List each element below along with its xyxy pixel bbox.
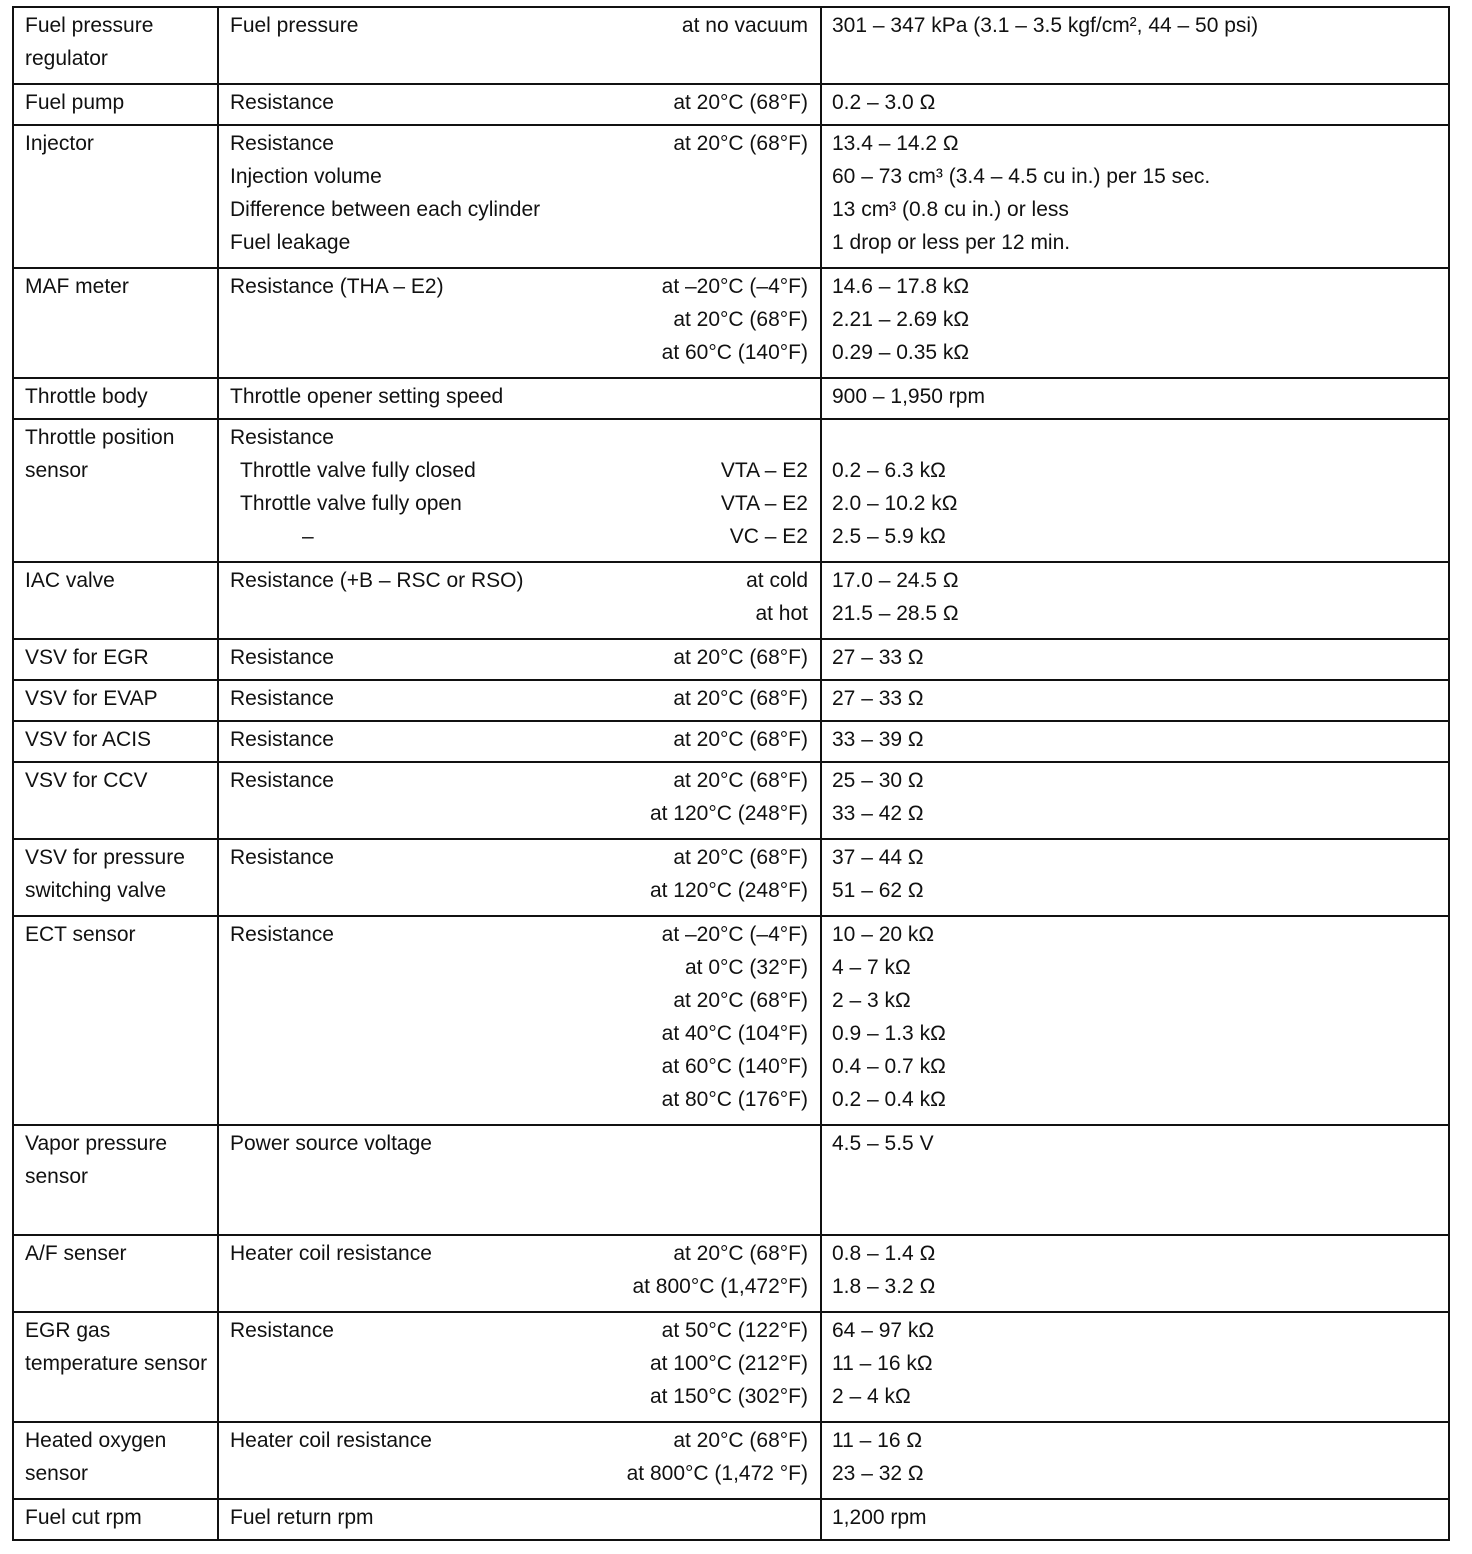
specification-value: 2 – 3 kΩ bbox=[832, 989, 911, 1012]
component-name: Fuel pump bbox=[25, 91, 125, 114]
parameter-line bbox=[230, 874, 808, 907]
table-row bbox=[13, 84, 1449, 125]
parameter-cell bbox=[218, 1312, 821, 1422]
test-condition: at no vacuum bbox=[681, 14, 808, 37]
specification-value: 2.21 – 2.69 kΩ bbox=[832, 308, 970, 331]
test-condition: at 60°C (140°F) bbox=[661, 1055, 808, 1078]
component-name: VSV for ACIS bbox=[25, 728, 152, 751]
parameter-line bbox=[230, 1424, 808, 1457]
component-cell bbox=[13, 1312, 218, 1422]
test-condition: at 120°C (248°F) bbox=[649, 879, 808, 902]
parameter-cell bbox=[218, 639, 821, 680]
specification-value: 27 – 33 Ω bbox=[832, 646, 924, 669]
component-cell bbox=[13, 1499, 218, 1540]
parameter-cell bbox=[218, 125, 821, 268]
test-condition: at 20°C (68°F) bbox=[673, 728, 808, 751]
specification-cell bbox=[821, 639, 1449, 680]
component-name: A/F senser bbox=[25, 1242, 127, 1265]
component-name: VSV for EVAP bbox=[25, 687, 158, 710]
test-condition: at 0°C (32°F) bbox=[685, 956, 808, 979]
parameter-line bbox=[230, 682, 808, 715]
specification-value: 4.5 – 5.5 V bbox=[832, 1132, 934, 1155]
specification-cell bbox=[821, 762, 1449, 839]
specification-cell bbox=[821, 125, 1449, 268]
table-row bbox=[13, 125, 1449, 268]
specification-value: 51 – 62 Ω bbox=[832, 879, 924, 902]
parameter-line bbox=[230, 564, 808, 597]
parameter-line bbox=[230, 160, 808, 193]
parameter-cell bbox=[218, 1235, 821, 1312]
parameter-label: Fuel return rpm bbox=[230, 1506, 374, 1529]
component-cell bbox=[13, 762, 218, 839]
specification-value: 37 – 44 Ω bbox=[832, 846, 924, 869]
specification-value: 2 – 4 kΩ bbox=[832, 1385, 911, 1408]
specification-value: 13 cm³ (0.8 cu in.) or less bbox=[832, 198, 1069, 221]
test-condition: at 80°C (176°F) bbox=[661, 1088, 808, 1111]
parameter-label: Resistance bbox=[230, 769, 334, 792]
specification-cell bbox=[821, 1312, 1449, 1422]
parameter-cell bbox=[218, 378, 821, 419]
parameter-cell bbox=[218, 419, 821, 562]
parameter-line bbox=[230, 1127, 808, 1160]
parameter-line bbox=[230, 984, 808, 1017]
parameter-label: Throttle opener setting speed bbox=[230, 385, 504, 408]
parameter-line bbox=[230, 1457, 808, 1490]
component-name: Throttle body bbox=[25, 385, 148, 408]
parameter-line bbox=[230, 764, 808, 797]
parameter-cell bbox=[218, 268, 821, 378]
specification-value: 33 – 39 Ω bbox=[832, 728, 924, 751]
component-cell bbox=[13, 639, 218, 680]
specification-value: 900 – 1,950 rpm bbox=[832, 385, 985, 408]
parameter-line bbox=[230, 723, 808, 756]
specification-cell bbox=[821, 562, 1449, 639]
test-condition: at 20°C (68°F) bbox=[673, 989, 808, 1012]
parameter-line bbox=[230, 421, 808, 454]
specification-cell bbox=[821, 1235, 1449, 1312]
parameter-line bbox=[230, 270, 808, 303]
test-condition: at 150°C (302°F) bbox=[649, 1385, 808, 1408]
parameter-line bbox=[230, 1237, 808, 1270]
parameter-line bbox=[230, 1270, 808, 1303]
component-cell bbox=[13, 916, 218, 1125]
parameter-line bbox=[230, 1380, 808, 1413]
specification-value: 4 – 7 kΩ bbox=[832, 956, 911, 979]
table-row bbox=[13, 419, 1449, 562]
parameter-label: Injection volume bbox=[230, 165, 382, 188]
parameter-label: Resistance bbox=[230, 923, 334, 946]
component-cell bbox=[13, 268, 218, 378]
component-cell bbox=[13, 839, 218, 916]
test-condition: at 50°C (122°F) bbox=[661, 1319, 808, 1342]
parameter-line bbox=[230, 597, 808, 630]
parameter-label: Resistance bbox=[230, 646, 334, 669]
test-condition: at 120°C (248°F) bbox=[649, 802, 808, 825]
table-row bbox=[13, 839, 1449, 916]
parameter-cell bbox=[218, 562, 821, 639]
parameter-label: Difference between each cylinder bbox=[230, 198, 541, 221]
specification-value: 14.6 – 17.8 kΩ bbox=[832, 275, 970, 298]
parameter-cell bbox=[218, 1125, 821, 1235]
specification-value: 27 – 33 Ω bbox=[832, 687, 924, 710]
test-condition: at 800°C (1,472 °F) bbox=[626, 1462, 808, 1485]
parameter-line bbox=[230, 918, 808, 951]
parameter-cell bbox=[218, 762, 821, 839]
parameter-line bbox=[230, 487, 808, 520]
test-condition: at 20°C (68°F) bbox=[673, 1429, 808, 1452]
specification-value: 1.8 – 3.2 Ω bbox=[832, 1275, 936, 1298]
parameter-label: Resistance bbox=[230, 91, 334, 114]
parameter-label: Heater coil resistance bbox=[230, 1429, 432, 1452]
parameter-line bbox=[230, 1501, 808, 1534]
parameter-label: Resistance (+B – RSC or RSO) bbox=[230, 569, 524, 592]
test-condition: at 40°C (104°F) bbox=[661, 1022, 808, 1045]
parameter-cell bbox=[218, 839, 821, 916]
table-row bbox=[13, 916, 1449, 1125]
specification-value: 11 – 16 Ω bbox=[832, 1429, 923, 1452]
parameter-cell bbox=[218, 721, 821, 762]
test-condition: at 20°C (68°F) bbox=[673, 91, 808, 114]
parameter-cell bbox=[218, 84, 821, 125]
component-cell bbox=[13, 84, 218, 125]
test-condition: at –20°C (–4°F) bbox=[661, 275, 808, 298]
component-name: IAC valve bbox=[25, 569, 115, 592]
specification-value: 0.9 – 1.3 kΩ bbox=[832, 1022, 946, 1045]
parameter-label: Fuel pressure bbox=[230, 14, 359, 37]
test-condition: VTA – E2 bbox=[720, 492, 808, 515]
component-name: ECT sensor bbox=[25, 923, 136, 946]
test-condition: at 20°C (68°F) bbox=[673, 132, 808, 155]
parameter-label: Resistance bbox=[230, 728, 334, 751]
parameter-line bbox=[230, 454, 808, 487]
specification-value: 17.0 – 24.5 Ω bbox=[832, 569, 959, 592]
parameter-label: Throttle valve fully closed bbox=[240, 459, 476, 482]
parameter-cell bbox=[218, 7, 821, 84]
specification-value: 0.2 – 3.0 Ω bbox=[832, 91, 936, 114]
component-cell bbox=[13, 1422, 218, 1499]
specification-value: 0.4 – 0.7 kΩ bbox=[832, 1055, 946, 1078]
table-row bbox=[13, 721, 1449, 762]
test-condition: at hot bbox=[755, 602, 808, 625]
parameter-label: Power source voltage bbox=[230, 1132, 432, 1155]
specification-cell bbox=[821, 378, 1449, 419]
specification-value: 0.29 – 0.35 kΩ bbox=[832, 341, 970, 364]
specification-value: 11 – 16 kΩ bbox=[832, 1352, 933, 1375]
test-condition: at 800°C (1,472°F) bbox=[632, 1275, 808, 1298]
table-row bbox=[13, 762, 1449, 839]
parameter-line bbox=[230, 86, 808, 119]
table-row bbox=[13, 378, 1449, 419]
parameter-label: – bbox=[302, 525, 314, 548]
table-row bbox=[13, 1235, 1449, 1312]
parameter-line bbox=[230, 1017, 808, 1050]
parameter-cell bbox=[218, 1499, 821, 1540]
test-condition: at 20°C (68°F) bbox=[673, 646, 808, 669]
parameter-line bbox=[230, 127, 808, 160]
parameter-line bbox=[230, 520, 808, 553]
test-condition: at –20°C (–4°F) bbox=[661, 923, 808, 946]
parameter-label: Resistance bbox=[230, 132, 334, 155]
parameter-line bbox=[230, 336, 808, 369]
table-row bbox=[13, 562, 1449, 639]
component-name: Vapor pressure sensor bbox=[25, 1132, 168, 1188]
parameter-cell bbox=[218, 1422, 821, 1499]
component-name: VSV for EGR bbox=[25, 646, 149, 669]
test-condition: at 20°C (68°F) bbox=[673, 308, 808, 331]
component-cell bbox=[13, 378, 218, 419]
parameter-label: Fuel leakage bbox=[230, 231, 351, 254]
parameter-line bbox=[230, 1083, 808, 1116]
specification-value: 2.5 – 5.9 kΩ bbox=[832, 525, 946, 548]
component-cell bbox=[13, 1235, 218, 1312]
specification-cell bbox=[821, 839, 1449, 916]
specification-value bbox=[832, 421, 1440, 454]
component-name: MAF meter bbox=[25, 275, 129, 298]
specification-value: 1,200 rpm bbox=[832, 1506, 927, 1529]
parameter-cell bbox=[218, 916, 821, 1125]
parameter-line bbox=[230, 380, 808, 413]
component-cell bbox=[13, 721, 218, 762]
test-condition: at 60°C (140°F) bbox=[661, 341, 808, 364]
specification-value: 33 – 42 Ω bbox=[832, 802, 924, 825]
parameter-line bbox=[230, 1050, 808, 1083]
component-cell bbox=[13, 562, 218, 639]
table-row bbox=[13, 1125, 1449, 1235]
parameter-line bbox=[230, 1347, 808, 1380]
parameter-line bbox=[230, 193, 808, 226]
component-cell bbox=[13, 1125, 218, 1235]
specification-value: 0.8 – 1.4 Ω bbox=[832, 1242, 936, 1265]
table-row bbox=[13, 639, 1449, 680]
parameter-line bbox=[230, 226, 808, 259]
test-condition: at cold bbox=[746, 569, 808, 592]
specification-cell bbox=[821, 84, 1449, 125]
specification-value: 60 – 73 cm³ (3.4 – 4.5 cu in.) per 15 sec. bbox=[832, 165, 1211, 188]
specification-value: 0.2 – 6.3 kΩ bbox=[832, 459, 946, 482]
specification-value: 23 – 32 Ω bbox=[832, 1462, 924, 1485]
specification-cell bbox=[821, 419, 1449, 562]
table-row bbox=[13, 7, 1449, 84]
parameter-label: Resistance bbox=[230, 687, 334, 710]
component-cell bbox=[13, 419, 218, 562]
specification-cell bbox=[821, 7, 1449, 84]
test-condition: at 20°C (68°F) bbox=[673, 769, 808, 792]
specification-cell bbox=[821, 1499, 1449, 1540]
component-name: Throttle position sensor bbox=[25, 426, 175, 482]
specification-cell bbox=[821, 721, 1449, 762]
parameter-label: Resistance bbox=[230, 846, 334, 869]
parameter-label: Resistance bbox=[230, 426, 334, 449]
specification-value: 21.5 – 28.5 Ω bbox=[832, 602, 959, 625]
component-name: VSV for pressure switching valve bbox=[25, 846, 185, 902]
component-name: VSV for CCV bbox=[25, 769, 148, 792]
parameter-line bbox=[230, 303, 808, 336]
table-row bbox=[13, 1312, 1449, 1422]
test-condition: at 20°C (68°F) bbox=[673, 1242, 808, 1265]
parameter-cell bbox=[218, 680, 821, 721]
component-name: Heated oxygen sensor bbox=[25, 1429, 167, 1485]
parameter-line bbox=[230, 9, 808, 42]
specification-cell bbox=[821, 916, 1449, 1125]
specification-value: 25 – 30 Ω bbox=[832, 769, 924, 792]
parameter-label: Resistance (THA – E2) bbox=[230, 275, 444, 298]
parameter-line bbox=[230, 641, 808, 674]
test-condition: at 100°C (212°F) bbox=[649, 1352, 808, 1375]
component-cell bbox=[13, 680, 218, 721]
specification-value: 1 drop or less per 12 min. bbox=[832, 231, 1071, 254]
specification-cell bbox=[821, 680, 1449, 721]
parameter-line bbox=[230, 841, 808, 874]
component-name: EGR gas temperature sensor bbox=[25, 1319, 208, 1375]
specification-value: 0.2 – 0.4 kΩ bbox=[832, 1088, 946, 1111]
component-name: Fuel pressure regulator bbox=[25, 14, 154, 70]
specification-table bbox=[12, 6, 1450, 1541]
parameter-label: Throttle valve fully open bbox=[240, 492, 462, 515]
specification-value: 10 – 20 kΩ bbox=[832, 923, 935, 946]
parameter-label: Heater coil resistance bbox=[230, 1242, 432, 1265]
specification-cell bbox=[821, 268, 1449, 378]
table-row bbox=[13, 268, 1449, 378]
specification-value: 2.0 – 10.2 kΩ bbox=[832, 492, 958, 515]
component-cell bbox=[13, 7, 218, 84]
test-condition: at 20°C (68°F) bbox=[673, 687, 808, 710]
specification-value: 64 – 97 kΩ bbox=[832, 1319, 935, 1342]
test-condition: VTA – E2 bbox=[720, 459, 808, 482]
specification-value: 301 – 347 kPa (3.1 – 3.5 kgf/cm², 44 – 50 psi) bbox=[832, 14, 1259, 37]
specification-table-body bbox=[13, 7, 1449, 1540]
table-row bbox=[13, 1499, 1449, 1540]
parameter-label: Resistance bbox=[230, 1319, 334, 1342]
specification-value: 13.4 – 14.2 Ω bbox=[832, 132, 959, 155]
parameter-line bbox=[230, 1314, 808, 1347]
table-row bbox=[13, 1422, 1449, 1499]
test-condition: VC – E2 bbox=[729, 525, 808, 548]
component-name: Injector bbox=[25, 132, 94, 155]
test-condition: at 20°C (68°F) bbox=[673, 846, 808, 869]
component-cell bbox=[13, 125, 218, 268]
component-name: Fuel cut rpm bbox=[25, 1506, 142, 1529]
parameter-line bbox=[230, 797, 808, 830]
specification-cell bbox=[821, 1422, 1449, 1499]
table-row bbox=[13, 680, 1449, 721]
specification-cell bbox=[821, 1125, 1449, 1235]
parameter-line bbox=[230, 951, 808, 984]
